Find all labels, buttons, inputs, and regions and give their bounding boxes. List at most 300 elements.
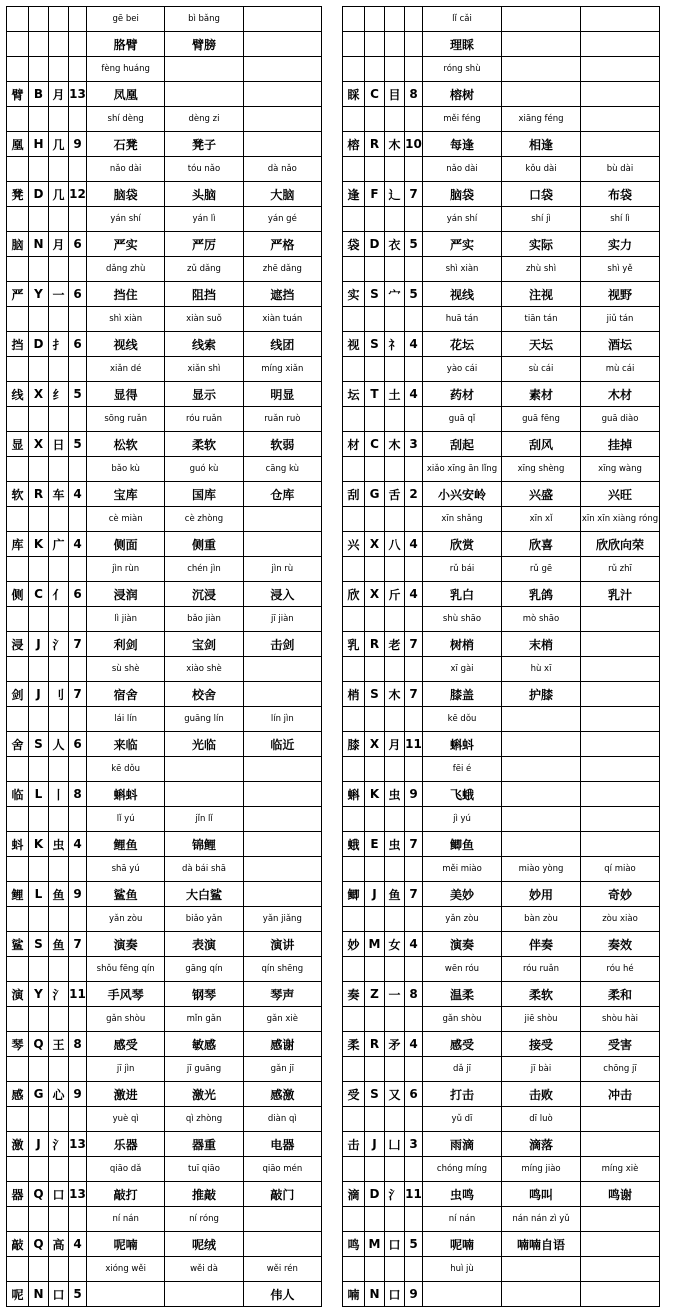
stroke-count-cell: 4 — [405, 382, 423, 407]
blank-cell — [385, 707, 405, 732]
blank-cell — [365, 657, 385, 682]
pinyin-cell — [502, 1257, 581, 1282]
pinyin-cell: yǔ dī — [423, 1107, 502, 1132]
pinyin-cell: lín jìn — [243, 707, 321, 732]
pinyin-cell: bǎo kù — [87, 457, 165, 482]
character-cell: 鲤 — [7, 882, 29, 907]
pinyin-cell — [581, 7, 660, 32]
blank-cell — [343, 357, 365, 382]
blank-cell — [343, 1257, 365, 1282]
blank-cell — [405, 57, 423, 82]
word-cell: 温柔 — [423, 982, 502, 1007]
word-cell — [581, 132, 660, 157]
word-row — [343, 1232, 660, 1257]
word-cell: 严实 — [87, 232, 165, 257]
stroke-count-cell: 7 — [405, 632, 423, 657]
word-cell: 奏效 — [581, 932, 660, 957]
pinyin-row — [7, 407, 322, 432]
blank-cell — [69, 857, 87, 882]
word-cell: 接受 — [502, 1032, 581, 1057]
blank-cell — [405, 957, 423, 982]
character-cell: 蝌 — [343, 782, 365, 807]
word-cell: 挂掉 — [581, 432, 660, 457]
word-cell: 注视 — [502, 282, 581, 307]
word-row — [7, 1182, 322, 1207]
character-cell: 奏 — [343, 982, 365, 1007]
blank-cell — [29, 257, 49, 282]
blank-cell — [385, 657, 405, 682]
word-row — [7, 282, 322, 307]
initial-letter-cell: L — [29, 782, 49, 807]
word-cell: 感受 — [423, 1032, 502, 1057]
word-row — [343, 82, 660, 107]
blank-cell — [365, 507, 385, 532]
word-row — [7, 382, 322, 407]
blank-cell — [405, 907, 423, 932]
word-cell: 阻挡 — [165, 282, 243, 307]
initial-letter-cell: X — [29, 382, 49, 407]
pinyin-row — [343, 807, 660, 832]
word-cell: 护膝 — [502, 682, 581, 707]
blank-cell — [7, 707, 29, 732]
pinyin-cell: rǔ bái — [423, 557, 502, 582]
character-cell: 浸 — [7, 632, 29, 657]
initial-letter-cell — [365, 32, 385, 57]
word-cell: 来临 — [87, 732, 165, 757]
stroke-count-cell: 9 — [69, 1082, 87, 1107]
pinyin-cell — [502, 707, 581, 732]
pinyin-row — [7, 807, 322, 832]
blank-cell — [7, 557, 29, 582]
blank-cell — [365, 307, 385, 332]
pinyin-row — [343, 1257, 660, 1282]
word-row — [343, 482, 660, 507]
radical-cell: 纟 — [49, 382, 69, 407]
word-cell: 电器 — [243, 1132, 321, 1157]
word-cell: 线团 — [243, 332, 321, 357]
pinyin-cell: dǎng zhù — [87, 257, 165, 282]
initial-letter-cell: X — [29, 432, 49, 457]
word-cell: 树梢 — [423, 632, 502, 657]
word-cell: 宿舍 — [87, 682, 165, 707]
blank-cell — [49, 1057, 69, 1082]
word-cell — [502, 82, 581, 107]
blank-cell — [7, 307, 29, 332]
pinyin-cell: qí miào — [581, 857, 660, 882]
stroke-count-cell: 4 — [69, 532, 87, 557]
pinyin-cell: guā fēng — [502, 407, 581, 432]
pinyin-cell: yǎn jiǎng — [243, 907, 321, 932]
blank-cell — [49, 807, 69, 832]
blank-cell — [405, 207, 423, 232]
word-cell: 呢喃 — [423, 1232, 502, 1257]
pinyin-cell: zhù shì — [502, 257, 581, 282]
word-cell: 沉浸 — [165, 582, 243, 607]
pinyin-row — [343, 1207, 660, 1232]
initial-letter-cell: T — [365, 382, 385, 407]
blank-cell — [365, 1107, 385, 1132]
word-row — [7, 632, 322, 657]
blank-cell — [29, 1257, 49, 1282]
stroke-count-cell: 6 — [69, 732, 87, 757]
stroke-count-cell: 9 — [405, 782, 423, 807]
blank-cell — [365, 907, 385, 932]
character-cell: 敲 — [7, 1232, 29, 1257]
pinyin-row — [343, 307, 660, 332]
pinyin-cell — [165, 57, 243, 82]
word-cell: 视线 — [423, 282, 502, 307]
character-cell: 蛾 — [343, 832, 365, 857]
radical-cell: 鱼 — [49, 932, 69, 957]
radical-cell: 丨 — [49, 782, 69, 807]
pinyin-row — [343, 207, 660, 232]
blank-cell — [405, 307, 423, 332]
pinyin-cell: kǒu dài — [502, 157, 581, 182]
word-row — [343, 1032, 660, 1057]
word-row — [7, 1282, 322, 1307]
word-row — [343, 932, 660, 957]
word-row — [7, 1232, 322, 1257]
blank-cell — [7, 1107, 29, 1132]
stroke-count-cell: 3 — [405, 1132, 423, 1157]
blank-cell — [385, 1257, 405, 1282]
blank-cell — [29, 607, 49, 632]
blank-cell — [29, 1207, 49, 1232]
blank-cell — [7, 507, 29, 532]
blank-cell — [365, 407, 385, 432]
initial-letter-cell: J — [365, 1132, 385, 1157]
word-cell: 锦鲤 — [165, 832, 243, 857]
pinyin-cell: yán lì — [165, 207, 243, 232]
stroke-count-cell — [69, 32, 87, 57]
blank-cell — [343, 157, 365, 182]
blank-cell — [7, 157, 29, 182]
pinyin-cell: biǎo yǎn — [165, 907, 243, 932]
pinyin-cell: shí jì — [502, 207, 581, 232]
word-row — [7, 882, 322, 907]
blank-cell — [343, 707, 365, 732]
blank-cell — [343, 1057, 365, 1082]
pinyin-row — [343, 1007, 660, 1032]
word-cell: 凳子 — [165, 132, 243, 157]
word-row — [7, 682, 322, 707]
radical-cell: 女 — [385, 932, 405, 957]
word-cell: 线索 — [165, 332, 243, 357]
blank-cell — [7, 857, 29, 882]
character-cell: 鸣 — [343, 1232, 365, 1257]
stroke-count-cell: 2 — [405, 482, 423, 507]
blank-cell — [7, 1207, 29, 1232]
pinyin-cell: gǎn jī — [243, 1057, 321, 1082]
pinyin-cell: jī jiàn — [243, 607, 321, 632]
blank-cell — [29, 557, 49, 582]
character-cell: 喃 — [343, 1282, 365, 1307]
word-cell: 受害 — [581, 1032, 660, 1057]
word-cell: 视野 — [581, 282, 660, 307]
blank-cell — [405, 507, 423, 532]
stroke-count-cell: 6 — [69, 282, 87, 307]
blank-cell — [343, 457, 365, 482]
stroke-count-cell: 4 — [405, 932, 423, 957]
pinyin-row — [343, 57, 660, 82]
pinyin-row — [7, 1157, 322, 1182]
pinyin-cell: gǎn shòu — [423, 1007, 502, 1032]
blank-cell — [69, 307, 87, 332]
blank-cell — [365, 557, 385, 582]
pinyin-cell: shí lì — [581, 207, 660, 232]
pinyin-row — [7, 307, 322, 332]
word-row — [343, 1282, 660, 1307]
blank-cell — [405, 157, 423, 182]
blank-cell — [69, 157, 87, 182]
word-row — [343, 282, 660, 307]
character-cell: 柔 — [343, 1032, 365, 1057]
blank-cell — [343, 907, 365, 932]
pinyin-row — [7, 1057, 322, 1082]
radical-cell: 木 — [385, 132, 405, 157]
blank-cell — [365, 1207, 385, 1232]
radical-cell: 心 — [49, 1082, 69, 1107]
radical-cell: 老 — [385, 632, 405, 657]
word-cell: 显示 — [165, 382, 243, 407]
pinyin-row — [7, 657, 322, 682]
stroke-count-cell: 6 — [405, 1082, 423, 1107]
stroke-count-cell: 4 — [69, 482, 87, 507]
blank-cell — [7, 207, 29, 232]
pinyin-row — [343, 657, 660, 682]
initial-letter-cell: S — [29, 732, 49, 757]
pinyin-row — [343, 257, 660, 282]
pinyin-row — [7, 207, 322, 232]
word-cell: 乳汁 — [581, 582, 660, 607]
character-cell: 逢 — [343, 182, 365, 207]
blank-cell — [69, 407, 87, 432]
pinyin-cell: ruǎn ruò — [243, 407, 321, 432]
word-cell — [581, 832, 660, 857]
word-row — [343, 382, 660, 407]
vocab-table — [342, 6, 660, 1307]
blank-cell — [405, 257, 423, 282]
pinyin-cell: zòu xiào — [581, 907, 660, 932]
blank-cell — [405, 407, 423, 432]
pinyin-cell: zhē dǎng — [243, 257, 321, 282]
character-cell: 线 — [7, 382, 29, 407]
pinyin-cell — [581, 707, 660, 732]
word-cell: 明显 — [243, 382, 321, 407]
pinyin-cell — [581, 57, 660, 82]
radical-cell: 衣 — [385, 232, 405, 257]
radical-cell: 人 — [49, 732, 69, 757]
pinyin-cell: wěi dà — [165, 1257, 243, 1282]
character-cell: 妙 — [343, 932, 365, 957]
pinyin-cell — [581, 1257, 660, 1282]
pinyin-cell: lái lín — [87, 707, 165, 732]
blank-cell — [29, 357, 49, 382]
word-row — [7, 832, 322, 857]
pinyin-cell: xiàn suǒ — [165, 307, 243, 332]
blank-cell — [69, 557, 87, 582]
word-cell: 松软 — [87, 432, 165, 457]
initial-letter-cell: F — [365, 182, 385, 207]
word-row — [343, 232, 660, 257]
word-cell: 敲打 — [87, 1182, 165, 1207]
pinyin-cell: huì jù — [423, 1257, 502, 1282]
character-cell: 臂 — [7, 82, 29, 107]
pinyin-cell: yán gé — [243, 207, 321, 232]
word-row — [7, 232, 322, 257]
stroke-count-cell: 13 — [69, 1132, 87, 1157]
blank-cell — [49, 157, 69, 182]
blank-cell — [69, 507, 87, 532]
character-cell: 器 — [7, 1182, 29, 1207]
pinyin-cell: bù dài — [581, 157, 660, 182]
blank-cell — [343, 7, 365, 32]
word-cell: 天坛 — [502, 332, 581, 357]
pinyin-cell — [502, 57, 581, 82]
radical-cell: 八 — [385, 532, 405, 557]
blank-cell — [385, 57, 405, 82]
pinyin-cell: xī gài — [423, 657, 502, 682]
blank-cell — [49, 1157, 69, 1182]
word-row — [343, 832, 660, 857]
blank-cell — [49, 57, 69, 82]
word-cell: 打击 — [423, 1082, 502, 1107]
pinyin-cell: jī jìn — [87, 1057, 165, 1082]
word-row — [7, 1132, 322, 1157]
radical-cell: 鱼 — [385, 882, 405, 907]
pinyin-cell — [243, 107, 321, 132]
word-cell: 呢绒 — [165, 1232, 243, 1257]
word-cell — [581, 82, 660, 107]
blank-cell — [7, 1007, 29, 1032]
pinyin-cell: shì xiàn — [87, 307, 165, 332]
word-cell — [581, 732, 660, 757]
initial-letter-cell: J — [29, 632, 49, 657]
vocab-table — [6, 6, 322, 1307]
stroke-count-cell: 7 — [405, 882, 423, 907]
character-cell: 膝 — [343, 732, 365, 757]
blank-cell — [7, 807, 29, 832]
word-cell: 手风琴 — [87, 982, 165, 1007]
word-row — [7, 732, 322, 757]
character-cell: 琴 — [7, 1032, 29, 1057]
blank-cell — [343, 257, 365, 282]
blank-cell — [29, 807, 49, 832]
stroke-count-cell: 6 — [69, 582, 87, 607]
character-cell: 受 — [343, 1082, 365, 1107]
stroke-count-cell: 9 — [69, 882, 87, 907]
initial-letter-cell: N — [365, 1282, 385, 1307]
word-cell: 末梢 — [502, 632, 581, 657]
pinyin-cell: měi miào — [423, 857, 502, 882]
word-cell: 视线 — [87, 332, 165, 357]
blank-cell — [29, 507, 49, 532]
word-cell: 敲门 — [243, 1182, 321, 1207]
pinyin-row — [343, 357, 660, 382]
word-row — [7, 932, 322, 957]
word-cell: 鸣叫 — [502, 1182, 581, 1207]
stroke-count-cell: 4 — [405, 332, 423, 357]
initial-letter-cell: Y — [29, 982, 49, 1007]
character-cell: 欣 — [343, 582, 365, 607]
blank-cell — [7, 57, 29, 82]
pinyin-row — [343, 957, 660, 982]
blank-cell — [29, 1007, 49, 1032]
pinyin-row — [7, 107, 322, 132]
radical-cell: 一 — [385, 982, 405, 1007]
pinyin-row — [7, 7, 322, 32]
word-cell — [581, 632, 660, 657]
blank-cell — [405, 707, 423, 732]
blank-cell — [69, 1107, 87, 1132]
stroke-count-cell: 8 — [69, 782, 87, 807]
word-cell: 宝剑 — [165, 632, 243, 657]
stroke-count-cell: 5 — [69, 1282, 87, 1307]
radical-cell — [385, 32, 405, 57]
word-cell: 大脑 — [243, 182, 321, 207]
pinyin-cell: róng shù — [423, 57, 502, 82]
blank-cell — [343, 557, 365, 582]
word-cell: 每逢 — [423, 132, 502, 157]
initial-letter-cell: S — [29, 932, 49, 957]
radical-cell: 木 — [385, 432, 405, 457]
pinyin-cell: jī bài — [502, 1057, 581, 1082]
blank-cell — [69, 657, 87, 682]
pinyin-row — [343, 1057, 660, 1082]
blank-cell — [7, 7, 29, 32]
blank-cell — [29, 107, 49, 132]
pinyin-cell: tiān tán — [502, 307, 581, 332]
initial-letter-cell: D — [29, 332, 49, 357]
radical-cell: 氵 — [49, 632, 69, 657]
stroke-count-cell — [405, 32, 423, 57]
word-cell: 欣赏 — [423, 532, 502, 557]
blank-cell — [343, 1107, 365, 1132]
character-cell: 蚪 — [7, 832, 29, 857]
pinyin-cell: rǔ zhī — [581, 557, 660, 582]
radical-cell: 口 — [385, 1232, 405, 1257]
word-cell: 滴落 — [502, 1132, 581, 1157]
blank-cell — [29, 57, 49, 82]
pinyin-row — [7, 957, 322, 982]
stroke-count-cell: 11 — [69, 982, 87, 1007]
pinyin-cell: yǎn zòu — [87, 907, 165, 932]
pinyin-cell: měi féng — [423, 107, 502, 132]
pinyin-row — [343, 707, 660, 732]
pinyin-cell: lì jiàn — [87, 607, 165, 632]
word-cell: 刮风 — [502, 432, 581, 457]
initial-letter-cell: Q — [29, 1232, 49, 1257]
blank-cell — [49, 607, 69, 632]
word-cell — [423, 1282, 502, 1307]
blank-cell — [69, 207, 87, 232]
pinyin-cell: mù cái — [581, 357, 660, 382]
pinyin-cell: nán nán zì yǔ — [502, 1207, 581, 1232]
radical-cell: 高 — [49, 1232, 69, 1257]
pinyin-cell — [243, 757, 321, 782]
blank-cell — [69, 707, 87, 732]
character-cell: 侧 — [7, 582, 29, 607]
pinyin-cell — [581, 657, 660, 682]
blank-cell — [385, 207, 405, 232]
blank-cell — [405, 607, 423, 632]
blank-cell — [69, 257, 87, 282]
radical-cell: 氵 — [49, 1132, 69, 1157]
initial-letter-cell: D — [365, 232, 385, 257]
blank-cell — [365, 957, 385, 982]
word-row — [343, 532, 660, 557]
blank-cell — [69, 957, 87, 982]
